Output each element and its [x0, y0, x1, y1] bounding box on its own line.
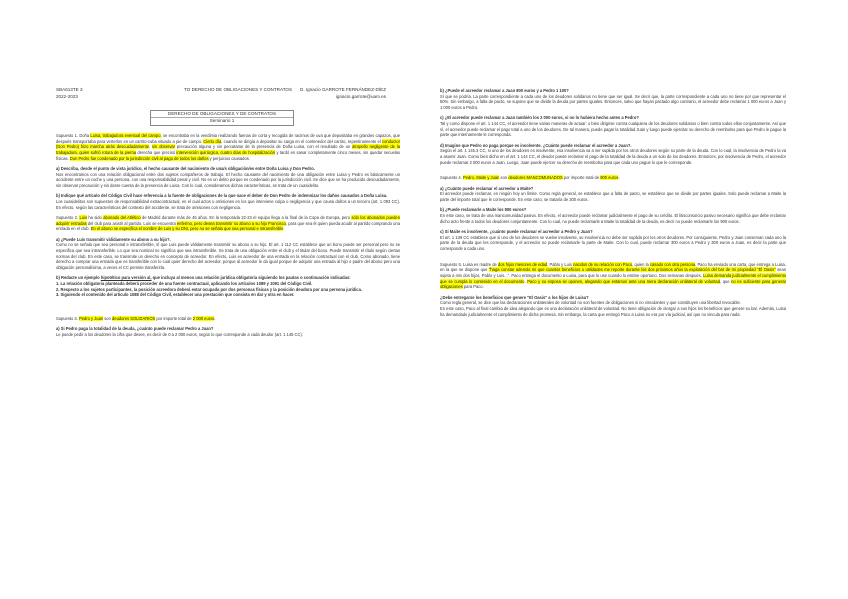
- course-name: TO DERECHO DE OBLIGACIONES Y CONTRATOS: [184, 87, 293, 92]
- author-name: D. Ignacio GARROTE FERNÁNDEZ-DÍEZ: [300, 87, 387, 92]
- question-4c: c) Si Maite es insolvente, ¿cuánto puede reclamar el acreedor a Pedro y Juan?: [440, 228, 593, 234]
- right-page: [424, 0, 848, 599]
- question-2b-list: 1. La relación obligatoria planteada deberá proceder de una fuente contractual, aplicando los artículos 1089 y 1091 del Código Civil. 2. Respecto a los sujetos participantes, la posición acreedora deberá estar ocupada por dos personas físicas y la posición deudora por una persona jurídica. 3. Siguiendo el contenido del artículo 1088 del Código Civil, establecer una prestación que consista en dar y otra en hacer.: [56, 280, 362, 298]
- answer-5-paragraph-2: En este caso, Paco al final cambia de idea alegando que es una declaración unilateral de voluntad. No tiene obligación de otorgar a sus hijos los beneficios que genere su bar. Además, Luisa ha demandado judicialmente el cumplimiento de dicha promesa. Sin embargo, la carta que entregó Paco a Luisa no era por vía judicial, así que no vincula para nada.: [440, 306, 786, 317]
- answer-5-paragraph-1: Como regla general, se dice que las declaraciones unilaterales de voluntad no son fuentes de obligaciones si no vinculantes y que constituyen una libertad revocable.: [440, 300, 741, 306]
- academic-year: 2022-2023: [56, 93, 78, 99]
- answer-3a: Le puede pedir a los deudores la cifra que desee, es decir de 0 a 2 000 euros, según lo que corresponde a cada deudor (art. 1 145 CC).: [56, 331, 303, 337]
- question-1a: a) Describa, desde el punto de vista jurídico, el hecho causante del nacimiento de una/s obligación/es entre Doña Luisa y Don Pedro.: [56, 166, 315, 172]
- question-4b: b) ¿Puede reclamarle a Maite los 900 euros?: [440, 207, 527, 213]
- answer-2a: Como no se señala que sea personal e intransferible, sí que Luis puede válidamente transmitir su abono a su hijo. El art. 1 112 CC establece que un bono puede ser personal pero no se especifica que sea intransferible. Lo que sea nominal no significa que sea intransferible. Se trata de una obligación entre el club y el titular del bono. Puede transmitir el título según ciertas normas del club. En este caso, se transmite un derecho en concepto de acreedor. En efecto, Luis es acreedor de una entrada en la relación contractual con el club. Como abonado, tiene derecho a comprar una entrada que es transferible con lo cual quier derecho del acreedor, porque al acreedor le da igual porque de adquirir una entrada al hijo o padre del abono pero una obligación personalísima, a veces el CC permite transferirla.: [56, 242, 400, 271]
- right-column: [440, 88, 786, 322]
- question-2b: b) Redacte un ejemplo hipotético para versión al, que incluya al menos una relación jurídica obligatoria siguiendo los pautas o continuación indicadas:: [56, 275, 351, 281]
- author-block: [300, 87, 386, 100]
- supuesto-5: Supuesto 5. Luisa es madre de dos hijos menores de edad. Pablo y Luis nacidos de su relación con Paco, quien la casado con otra persona. Paco ha enviado una carta, que entrega a Luisa, en la que se dispone que "haga constar además mi que cuantos beneficios o utilidades me reporte durante los dos próximos años la explotación del bar de mi propiedad "El Oasis" sean sujeta a mis dos hijos, Pablo y Luis...". Paco entrega el documento a Luisa, para que lo use cuando lo estime oportuno. Dos semanas después, Luisa demanda judicialmente el cumplimiento que se cumpla lo contenido en el documento. Paco y su esposa se oponen, alegando que estamos ante una mera declaración unilateral de voluntad, que no es suficiente para generar obligaciones para Paco.: [440, 261, 787, 290]
- supuesto-1: Supuesto 1. Doña Luisa, trabajadora eventual del campo, se encontraba en la vendimia realizando faenas de corta y recogida de racimos de uva que depositaba en grandes capazos, que después transportaba para verterlos en un carrito-cuba situado a pie de campo. Cierto día, cuando se dirigía a depositar su carga en el contenedor del carrito, repentinamente el conductor (Don Pedro) hizo marcha atrás descuidadamente, sin observar precaución alguna y sin percatarse de la presencia de Doña Luisa, con el resultado de un atropello negligente de la trabajadora, quien sufrió rotura de la pierna derecha que precisó intervención quirúrgica, cuatro días de hospitalización y tardó en sanar completamente cinco meses, sin quedar secuelas físicas. Don Pedro fue condenado por la jurisdicción civil al pago de todos los daños y perjuicios causados.: [56, 133, 400, 161]
- course-code-block: [56, 87, 83, 100]
- answer-3d: Según el art. 1 145.3 CC, si uno de los deudores es insolvente, esa insolvencia va a ser suplida por los otros deudores según su parte de la deuda. Con lo cual, la insolvencia de Pedro la va a asumir Juan. Como bien dicho en el art. 1 144 CC, el deudor puede reclamar el pago de la totalidad de la deuda a un solo de los deudores. Entonces, por insolvencia de Pedro, el acreedor puede reclamar 2 000 euros a Juan. Luego, Juan puede ejercer su derecho de reembolso para que cada uno pague lo que le corresponde.: [440, 148, 786, 165]
- question-3a: a) Si Pedro paga la totalidad de la deuda, ¿cuánto puede reclamar Pedro a Juan?: [56, 326, 214, 332]
- answer-4a: El acreedor puede reclamar, en ningún hoy un límite. Como regla general, se establece que a falta de pacto, se establece que se divide por partes iguales. Solo puede reclamar a Maite la parte del importe total que le corresponde. En este caso, se trataría de 300 euros.: [440, 191, 786, 203]
- question-2a: a) ¿Puede Luis transmitir válidamente su abono a su hijo?.: [56, 236, 171, 242]
- question-5: ¿Debe entregarse los beneficios que genere "El Oasis" a los hijos de Luisa?: [440, 294, 589, 300]
- title-box: [150, 110, 294, 126]
- question-3c: c) ¿El acreedor puede reclamar a Juan también los 2 000 euros, si no lo hubiera hecho antes a Pedro?: [440, 115, 639, 121]
- answer-4b: En este caso, se trata de una mancomunidad pasiva. En efecto, el acreedor puede reclamar judicialmente el pago de su crédito. El litisconsorcio pasivo necesario significa que debe reclamar dicho acto frente a todos los deudores conjuntamente. Con lo cual, no puede reclamarle a Maite la totalidad de la deuda, es decir no puede reclamarle los 900 euros.: [440, 212, 786, 224]
- document-title: DERECHO DE OBLIGACIONES Y DE CONTRATOS: [151, 111, 293, 118]
- answer-1a: Nos encontramos con una relación obligacional entre dos sujetos compañeros de trabajo. El hecho causante del nacimiento de una obligación entre Luisa y Pedro es básicamente un accidente entre un coche y una persona, con una responsabilidad penal y civil. No es un delito porque es condenado por la jurisdicción civil. Se dice que se ha producido descuidadamente, sin observar precaución y sin darse cuenta de la presencia de Luisa. Con lo cual, consideramos dichas características, se trata de un cuasidelito.: [56, 171, 400, 189]
- question-4a: a) ¿Cuánto puede reclamar el acreedor a Maite?: [440, 185, 534, 191]
- question-3d: d) Imagine que Pedro no paga porque es insolvente. ¿Cuánto puede reclamar el acreedor a Juan?.: [440, 142, 632, 148]
- document-subtitle: Seminario 1: [209, 118, 235, 124]
- supuesto-3: Supuesto 3. Pedro y Juan son deudores SOLIDARIOS por importe total de 2 000 euros.: [56, 316, 216, 322]
- answer-3b: Sí que se podría. La parte correspondiente a cada uno de los deudores solidarios no tiene que ser igual. Se decir que, la parte correspondiente a cada uno no tiene por que representar el 50%. Sin embargo, a falta de pacto, se supone que se divide la deuda por partes iguales. Entonces, salvo que hayan pactado algo contrario, el acreedor debe reclamar 1 000 euros a Juan y 1 000 euros a Pedro.: [440, 93, 786, 111]
- answer-3c: Tal y como dispone el art. 1 144 CC, el acreedor tiene varias maneras de actuar: o bien dirigirse contra cualquiera de los deudores solidarios o bien contra todos ellos conjuntamente. Así que sí, el acreedor puede reclamar el pago total a uno de los deudores. De tal manera, puede pagar la totalidad Juan y luego puede ejercitar su derecho de reembolso para que Pedro le pague la parte que internamente le corresponda.: [440, 121, 786, 138]
- supuesto-2: Supuesto 2. Luis ha sido abonado del Atlético de Madrid durante más de 45 años. En la temporada 22-23 el equipo llega a la final de la Copa de Europa, pero sólo los abonados pueden adquirir entradas del club para asistir al partido. Luis se encuentra enfermo, pero desea transmitir su abono a su hijo Francisco, para que sea él quien pueda acudir al partido comprando una entrada en el club. En el abono se especifica el nombre de Luis y su DNI, pero no se señala que sea personal e intransferible.: [56, 214, 400, 232]
- question-1b: b) Indique qué artículo del Código Civil hace referencia a la fuente de obligaciones de la que nace el deber de Don Pedro de indemnizar los daños causados a Doña Luisa.: [56, 193, 388, 199]
- answer-4c: El art. 1 139 CC establece que si uno de los deudores se vuelve insolvente, su insolvencia no debe ser suplida por los otros deudores. Por consiguiente, Pedro y Juan conservan cada uno la parte de la deuda que les corresponde, y el acreedor no puede reclamarle la parte de Maite. Con lo cual, puede reclamar 300 euros a Pedro y 300 euros a Juan, es decir la parte que corresponde a cada uno.: [440, 234, 786, 251]
- left-column: [56, 133, 400, 342]
- question-3b: b) ¿Puede el acreedor reclamar a Juan 800 euros y a Pedro 1 100?: [440, 88, 569, 93]
- course-code: SBA613TE 3: [56, 87, 83, 92]
- supuesto-4: Supuesto 4. Pedro, Maite y Juan son deudores MANCOMUNADOS por importe total de 900 euros.: [440, 175, 620, 181]
- answer-1b: Los cuasidelitos son supuestos de responsabilidad extracontractual, en el cual actos u omisiones en los que interviene culpa o negligencia y que causa daños a un tercero (art. 1 093 CC). En efecto, según las características del contexto del accidente, se trata de omisiones con negligencia.: [56, 199, 400, 210]
- author-email: ignacio.garrote@uam.es: [335, 93, 387, 99]
